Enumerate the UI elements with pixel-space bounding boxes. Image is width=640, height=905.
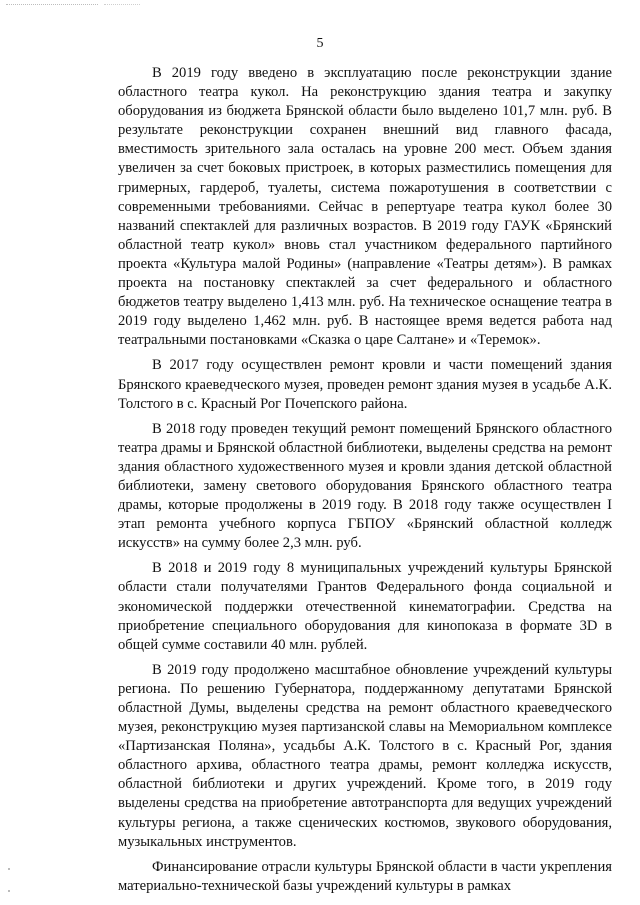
- scan-speck: [8, 890, 10, 892]
- paragraph-puppet-theatre: В 2019 году введено в эксплуатацию после реконструкции здание областного театра кукол. На реконструкцию здания театра и закупку оборудования из бюджета Брянской области было выделено 101,7 млн. руб. В результате реконструкции сохранен внешний вид главного фасада, вместимость зрительного зала осталась на уровне 200 мест. Объем здания увеличен за счет боковых пристроек, в которых разместились помещения для гримерных, гардероб, туалеты, система пожаротушения в соответствии с современными требованиями. Сейчас в репертуаре театра кукол более 30 названий спектаклей для различных возрастов. В 2019 году ГАУК «Брянский областной театр кукол» вновь стал участником федерального партийного проекта «Культура малой Родины» (направление «Театры детям»). В рамках проекта на постановку спектаклей за счет федерального и областного бюджетов театру выделено 1,413 млн. руб. На техническое оснащение театра в 2019 году выделено 1,462 млн. руб. В настоящее время ведется работа над театральными постановками «Сказка о царе Салтане» и «Теремок».: [118, 65, 612, 349]
- scan-speck: [8, 868, 10, 870]
- paragraph-financing: Финансирование отрасли культуры Брянской области в части укрепления материально-технической базы учреждений культуры в рамках: [118, 858, 612, 894]
- paragraph-culture-renewal: В 2019 году продолжено масштабное обновление учреждений культуры региона. По решению Губернатора, поддержанному депутатами Брянской областной Думы, выделены средства на ремонт областного краеведческого музея, реконструкцию музея партизанской славы на Мемориальном комплексе «Партизанская Поляна», усадьбы А.К. Толстого в с. Красный Рог, здания областного архива, областного театра драмы, ремонт колледжа искусств, областной библиотеки и других учреждений. Кроме того, в 2019 году выделены средства на приобретение автотранспорта для ведущих учреждений культуры региона, а также сценических костюмов, звукового оборудования, музыкальных инструментов.: [118, 661, 612, 850]
- page-number: 5: [316, 36, 324, 51]
- scan-edge-mark: [104, 4, 140, 6]
- scan-edge-mark: [6, 4, 98, 6]
- paragraph-drama-theatre-repairs: В 2018 году проведен текущий ремонт помещений Брянского областного театра драмы и Брянской областной библиотеки, выделены средства на ремонт здания областного художественного музея и кровли здания детской областной библиотеки, замену светового оборудования Брянского областного театра драмы, которые продолжены в 2019 году. В 2018 году также осуществлен I этап ремонта учебного корпуса ГБПОУ «Брянский областной колледж искусств» на сумму более 2,3 млн. руб.: [118, 420, 612, 552]
- document-body: [118, 64, 612, 902]
- paragraph-cinema-grants: В 2018 и 2019 году 8 муниципальных учреждений культуры Брянской области стали получателями Грантов Федерального фонда социальной и экономической поддержки отечественной кинематографии. Средства на приобретение специального оборудования для кинопоказа в формате 3D в общей сумме составили 40 млн. рублей.: [118, 560, 612, 653]
- paragraph-local-history-museum: В 2017 году осуществлен ремонт кровли и части помещений здания Брянского краеведческого музея, проведен ремонт здания музея в усадьбе А.К. Толстого в с. Красный Рог Почепского района.: [118, 357, 612, 412]
